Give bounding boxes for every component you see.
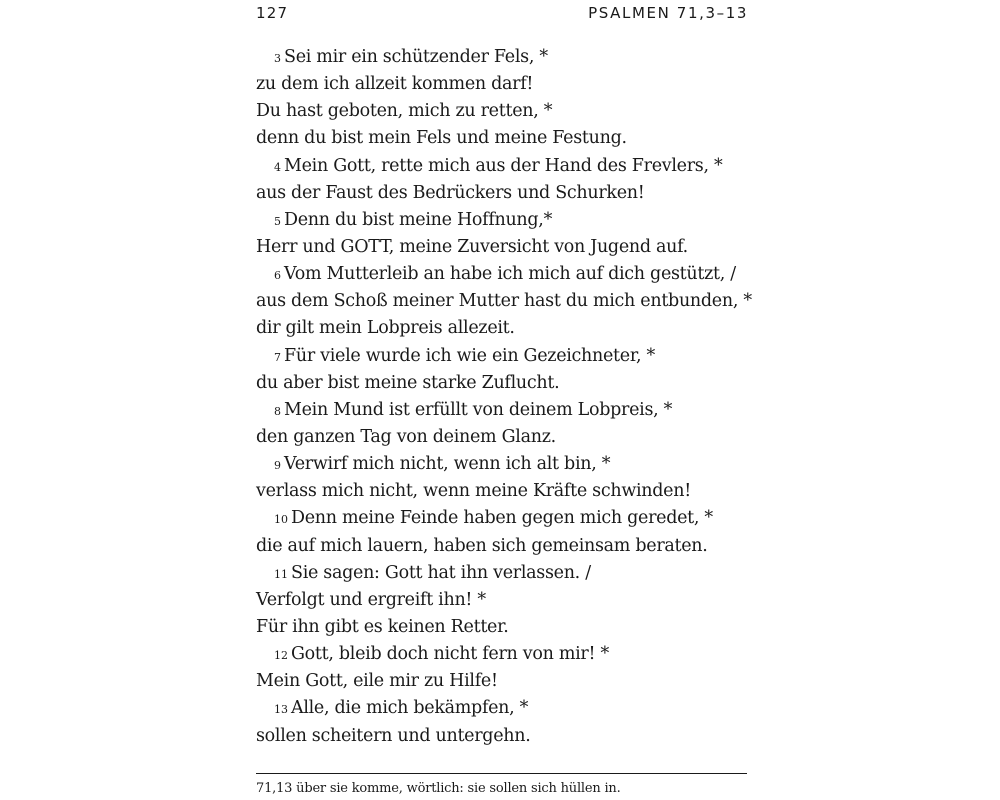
footnote: 71,13 über sie komme, wörtlich: sie sollen sich hüllen in. bbox=[256, 781, 621, 796]
verse-line: 3 Sei mir ein schützender Fels, * bbox=[274, 47, 548, 67]
verse-number: 5 bbox=[274, 214, 281, 228]
footnote-divider bbox=[256, 773, 747, 774]
verse-line: Du hast geboten, mich zu retten, * bbox=[256, 101, 553, 122]
page-number: 127 bbox=[256, 4, 289, 22]
verse-line: sollen scheitern und untergehn. bbox=[256, 725, 531, 746]
verse-number: 13 bbox=[274, 703, 288, 717]
verse-number: 3 bbox=[274, 52, 281, 65]
verse-line: verlass mich nicht, wenn meine Kräfte schwinden! bbox=[256, 481, 691, 502]
verse-line: 4 Mein Gott, rette mich aus der Hand des Frevlers, * bbox=[274, 155, 723, 176]
verse-line: aus dem Schoß meiner Mutter hast du mich entbunden, * bbox=[256, 291, 752, 312]
verse-line: 11 Sie sagen: Gott hat ihn verlassen. / bbox=[274, 562, 591, 583]
verse-number: 4 bbox=[274, 160, 281, 174]
verse-line: 7 Für viele wurde ich wie ein Gezeichneter, * bbox=[274, 345, 655, 366]
running-title: PSALMEN 71,3–13 bbox=[588, 4, 748, 22]
verse-number: 12 bbox=[274, 649, 288, 663]
verse-line: dir gilt mein Lobpreis allezeit. bbox=[256, 318, 515, 339]
running-head bbox=[256, 3, 748, 23]
verse-line: 6 Vom Mutterleib an habe ich mich auf dich gestützt, / bbox=[274, 264, 736, 285]
verse-line: 13 Alle, die mich bekämpfen, * bbox=[274, 698, 529, 719]
verse-number: 8 bbox=[274, 404, 281, 418]
verse-line: du aber bist meine starke Zuflucht. bbox=[256, 372, 560, 393]
verse-line: Für ihn gibt es keinen Retter. bbox=[256, 616, 509, 637]
verse-number: 10 bbox=[274, 513, 288, 527]
verse-line: die auf mich lauern, haben sich gemeinsam beraten. bbox=[256, 535, 708, 556]
verse-line: 5 Denn du bist meine Hoffnung,* bbox=[274, 209, 553, 230]
verse-line: zu dem ich allzeit kommen darf! bbox=[256, 74, 534, 95]
verse-number: 7 bbox=[274, 350, 281, 364]
verse-line: 10 Denn meine Feinde haben gegen mich geredet, * bbox=[274, 508, 713, 529]
verse-line: 9 Verwirf mich nicht, wenn ich alt bin, * bbox=[274, 454, 611, 475]
verse-line: den ganzen Tag von deinem Glanz. bbox=[256, 426, 556, 447]
verse-line: 12 Gott, bleib doch nicht fern von mir! * bbox=[274, 644, 609, 665]
verse-line: aus der Faust des Bedrückers und Schurken! bbox=[256, 182, 645, 203]
verse-line: 8 Mein Mund ist erfüllt von deinem Lobpreis, * bbox=[274, 399, 673, 420]
verse-number: 9 bbox=[274, 459, 281, 473]
psalm-text bbox=[256, 44, 756, 750]
verse-line: Verfolgt und ergreift ihn! * bbox=[256, 589, 486, 610]
verse-line: Mein Gott, eile mir zu Hilfe! bbox=[256, 671, 498, 692]
verse-line: denn du bist mein Fels und meine Festung. bbox=[256, 128, 627, 149]
verse-number: 6 bbox=[274, 269, 281, 283]
verse-line: Herr und GOTT, meine Zuversicht von Jugend auf. bbox=[256, 236, 688, 257]
verse-number: 11 bbox=[274, 567, 288, 581]
